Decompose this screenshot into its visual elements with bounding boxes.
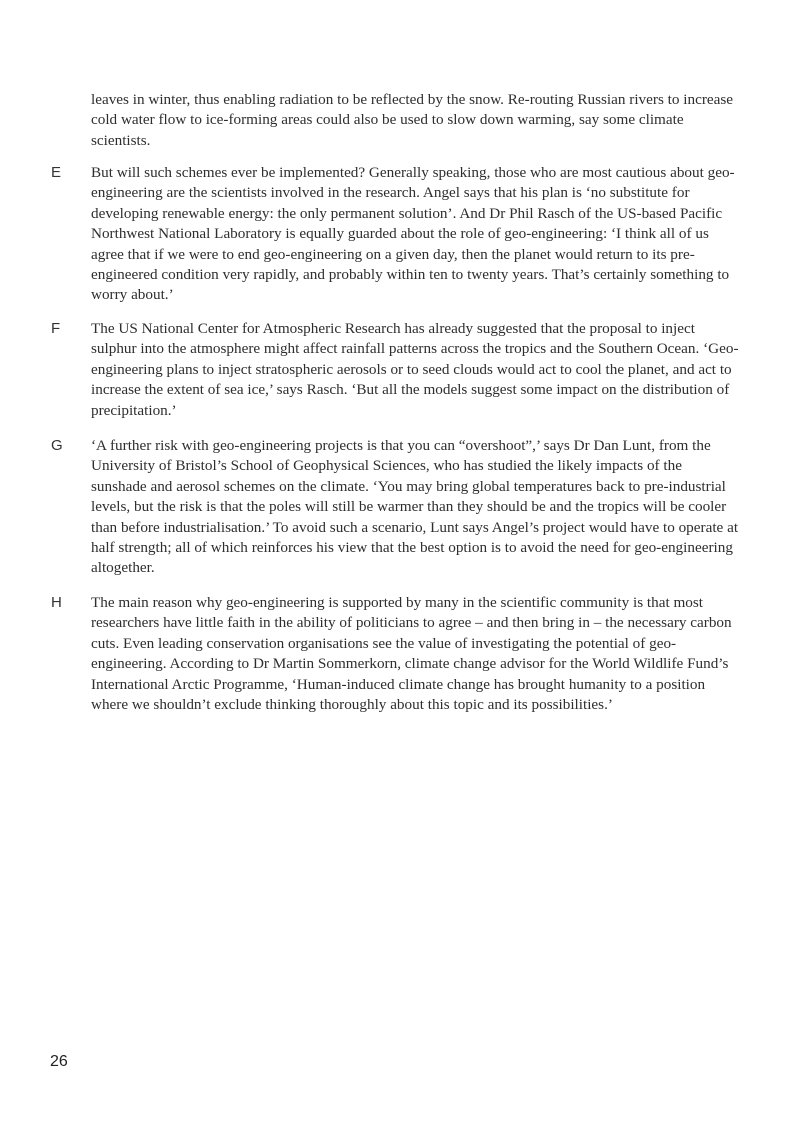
page-number: 26 <box>50 1053 68 1070</box>
paragraph-continued: leaves in winter, thus enabling radiation to be reflected by the snow. Re-routing Russian rivers to increase cold water flow to ice-forming areas could also be used to slow down warming, say some climate scientists. <box>91 91 734 149</box>
paragraph-e: But will such schemes ever be implemented? Generally speaking, those who are most cautious about geo-engineering are the scientists involved in the research. Angel says that his plan is ‘no substitute for developing renewable energy: the only permanent solution’. And Dr Phil Rasch of the US-based Pacific Northwest National Laboratory is equally guarded about the role of geo-engineering: ‘I think all of us agree that if we were to end geo-engineering on a given day, then the planet would return to its pre-engineered condition very rapidly, and probably within ten to twenty years. That’s certainly something to worry about.’ <box>91 164 735 304</box>
paragraph-letter-f: F <box>51 320 61 337</box>
paragraph-letter-e: E <box>51 164 62 181</box>
paragraph-letter-h: H <box>51 594 62 611</box>
paragraph-letter-g: G <box>51 437 63 454</box>
paragraph-f: The US National Center for Atmospheric Research has already suggested that the proposal to inject sulphur into the atmosphere might affect rainfall patterns across the tropics and the Southern Ocean. ‘Geo-engineering plans to inject stratospheric aerosols or to seed clouds would act to cool the planet, and act to increase the extent of sea ice,’ says Rasch. ‘But all the models suggest some impact on the distribution of precipitation.’ <box>91 320 739 419</box>
paragraph-h: The main reason why geo-engineering is supported by many in the scientific community is that most researchers have little faith in the ability of politicians to agree – and then bring in – the necessary carbon cuts. Even leading conservation organisations see the value of investigating the potential of geo-engineering. According to Dr Martin Sommerkorn, climate change advisor for the World Wildlife Fund’s International Arctic Programme, ‘Human-induced climate change has brought humanity to a position where we shouldn’t exclude thinking thoroughly about this topic and its possibilities.’ <box>91 594 732 714</box>
paragraph-g: ‘A further risk with geo-engineering projects is that you can “overshoot”,’ says Dr Dan Lunt, from the University of Bristol’s School of Geophysical Sciences, who has studied the likely impacts of the sunshade and aerosol schemes on the climate. ‘You may bring global temperatures back to pre-industrial levels, but the risk is that the poles will still be warmer than they should be and the tropics will be cooler than before industrialisation.’ To avoid such a scenario, Lunt says Angel’s project would have to operate at half strength; all of which reinforces his view that the best option is to avoid the need for geo-engineering altogether. <box>91 437 739 577</box>
